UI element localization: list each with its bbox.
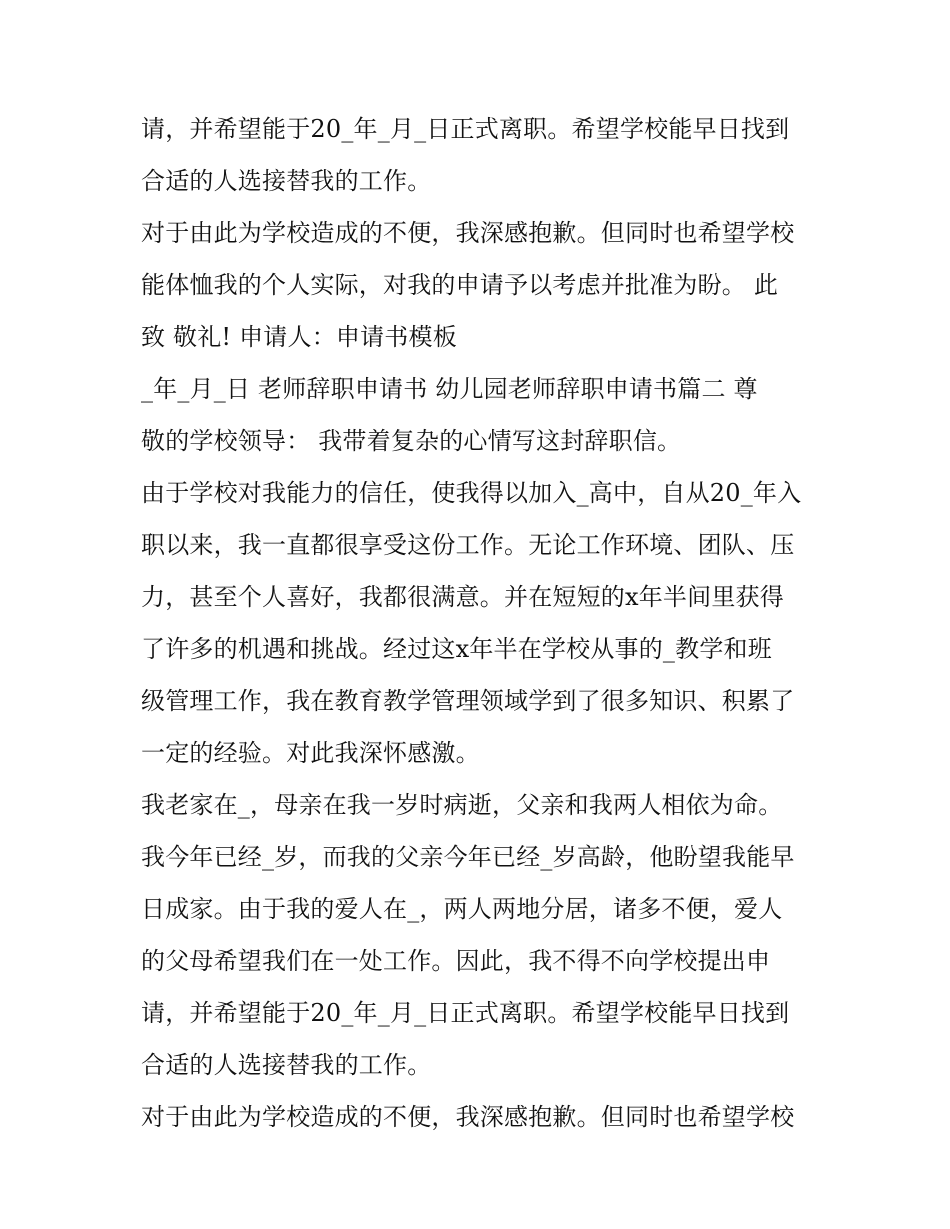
text-line: 的父母希望我们在一处工作。因此，我不得不向学校提出申 [141, 947, 771, 975]
text-line: _年_月_日 老师辞职申请书 幼儿园老师辞职申请书篇二 尊 [141, 375, 758, 403]
text-line: 合适的人选接替我的工作。 [141, 167, 432, 195]
text-line: 力，甚至个人喜好，我都很满意。并在短短的x年半间里获得 [141, 583, 784, 611]
text-line: 对于由此为学校造成的不便，我深感抱歉。但同时也希望学校 [141, 219, 795, 247]
text-line: 由于学校对我能力的信任，使我得以加入_高中，自从20_年入 [141, 479, 802, 507]
text-line: 我今年已经_岁，而我的父亲今年已经_岁高龄，他盼望我能早 [141, 843, 795, 871]
text-line: 日成家。由于我的爱人在_，两人两地分居，诸多不便，爱人 [141, 895, 783, 923]
text-line: 敬的学校领导： 我带着复杂的心情写这封辞职信。 [141, 427, 682, 455]
text-line: 职以来，我一直都很享受这份工作。无论工作环境、团队、压 [141, 531, 795, 559]
text-line: 我老家在_，母亲在我一岁时病逝，父亲和我两人相依为命。 [141, 791, 783, 819]
text-line: 对于由此为学校造成的不便，我深感抱歉。但同时也希望学校 [141, 1103, 795, 1131]
text-line: 能体恤我的个人实际，对我的申请予以考虑并批准为盼。 此 [141, 271, 779, 299]
text-line: 了许多的机遇和挑战。经过这x年半在学校从事的_教学和班 [141, 635, 772, 663]
text-line: 一定的经验。对此我深怀感激。 [141, 739, 480, 767]
text-line: 请，并希望能于20_年_月_日正式离职。希望学校能早日找到 [141, 115, 790, 143]
document-body [141, 106, 821, 1146]
text-line: 合适的人选接替我的工作。 [141, 1051, 432, 1079]
text-line: 请，并希望能于20_年_月_日正式离职。希望学校能早日找到 [141, 999, 790, 1027]
text-line: 级管理工作，我在教育教学管理领域学到了很多知识、积累了 [141, 687, 795, 715]
text-line: 致 敬礼! 申请人：申请书模板 [141, 323, 457, 351]
